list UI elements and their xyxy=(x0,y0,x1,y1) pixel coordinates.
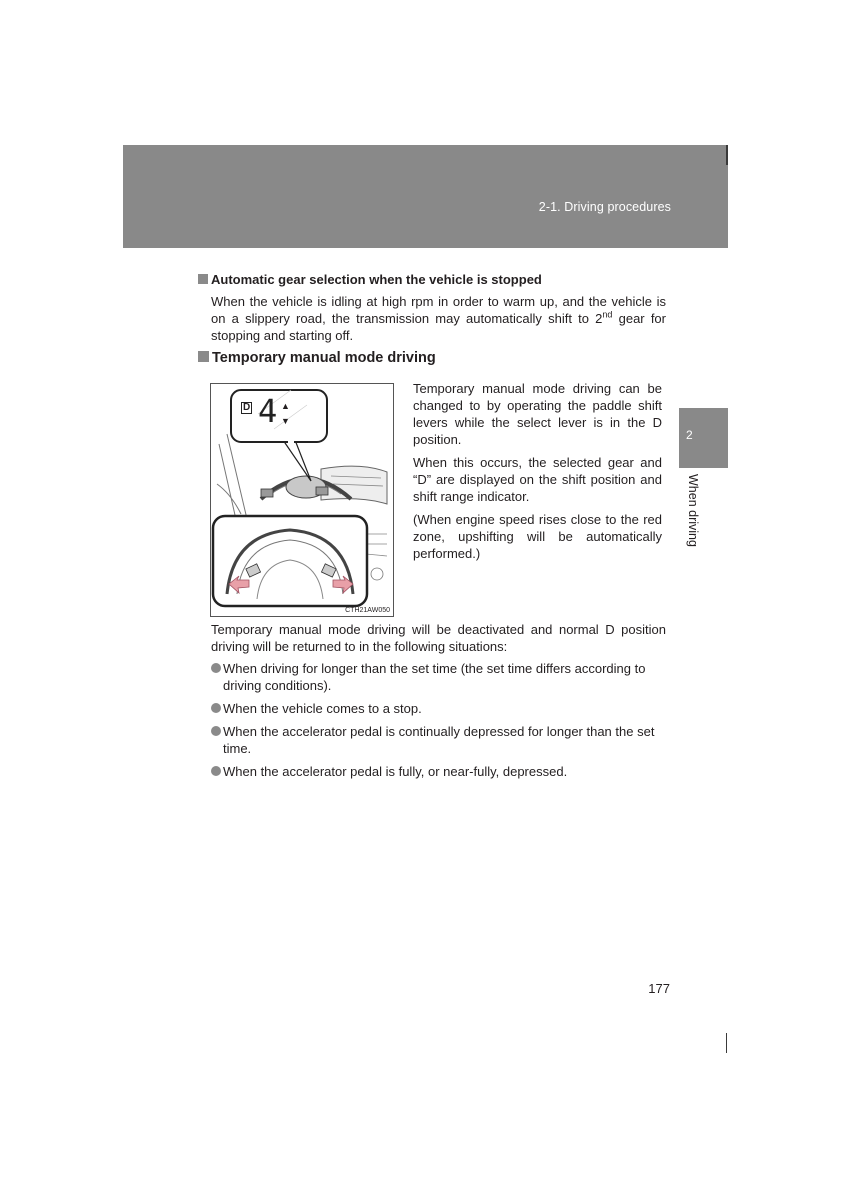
steering-wheel-paddle-figure xyxy=(210,383,394,617)
shift-indicator-display xyxy=(241,392,295,432)
heading-text: Automatic gear selection when the vehicle is stopped xyxy=(211,272,542,287)
upshift-arrow-icon: ▲ xyxy=(281,401,290,411)
manual-mode-paragraph-2: When this occurs, the selected gear and “D” are displayed on the shift position and shift range indicator. xyxy=(413,455,662,504)
heading-automatic-gear-selection xyxy=(198,272,542,287)
manual-mode-paragraph-1: Temporary manual mode driving can be changed to by operating the paddle shift levers while the select lever is in the D position. xyxy=(413,381,662,447)
list-item xyxy=(211,723,666,757)
square-bullet-icon xyxy=(198,274,208,284)
chapter-tab xyxy=(679,408,728,468)
list-item-text: When the vehicle comes to a stop. xyxy=(223,701,422,716)
square-bullet-icon xyxy=(198,351,209,362)
heading-text: Temporary manual mode driving xyxy=(212,350,436,366)
chapter-label: When driving xyxy=(686,474,700,547)
bullet-dot-icon xyxy=(211,703,221,713)
deactivation-conditions-list xyxy=(211,660,666,786)
paragraph-text-end: gear for stopping and starting off. xyxy=(211,311,666,343)
header-tick-mark xyxy=(726,145,728,165)
list-item xyxy=(211,700,666,717)
list-item-text: When driving for longer than the set time (the set time differs according to driving conditions). xyxy=(223,661,646,693)
display-gear-number: 4 xyxy=(258,392,278,430)
heading-temporary-manual-mode xyxy=(198,350,436,366)
chapter-number: 2 xyxy=(686,428,693,442)
bullet-dot-icon xyxy=(211,766,221,776)
steering-wheel-illustration xyxy=(211,384,393,616)
section-title: 2-1. Driving procedures xyxy=(538,200,671,214)
bullet-dot-icon xyxy=(211,663,221,673)
margin-line xyxy=(726,1033,727,1053)
deactivation-intro: Temporary manual mode driving will be deactivated and normal D position driving will be returned to in the following situations: xyxy=(211,622,666,654)
list-item-text: When the accelerator pedal is fully, or near-fully, depressed. xyxy=(223,764,568,779)
ordinal-superscript: nd xyxy=(602,309,613,320)
bullet-dot-icon xyxy=(211,726,221,736)
manual-mode-paragraph-3: (When engine speed rises close to the red zone, upshifting will be automatically performed.) xyxy=(413,512,662,561)
paragraph-text: When the vehicle is idling at high rpm in order to warm up, and the vehicle is on a slippery road, the transmission may automatically shift to 2 xyxy=(211,294,666,326)
paragraph-automatic-gear-selection xyxy=(211,293,666,344)
header-band xyxy=(123,145,728,248)
downshift-arrow-icon: ▼ xyxy=(281,416,290,426)
list-item xyxy=(211,763,666,780)
page-number: 177 xyxy=(648,981,670,996)
list-item-text: When the accelerator pedal is continually depressed for longer than the set time. xyxy=(223,724,655,756)
list-item xyxy=(211,660,666,694)
display-mode-letter: D xyxy=(243,402,251,413)
figure-code: CTH21AW050 xyxy=(345,607,390,614)
